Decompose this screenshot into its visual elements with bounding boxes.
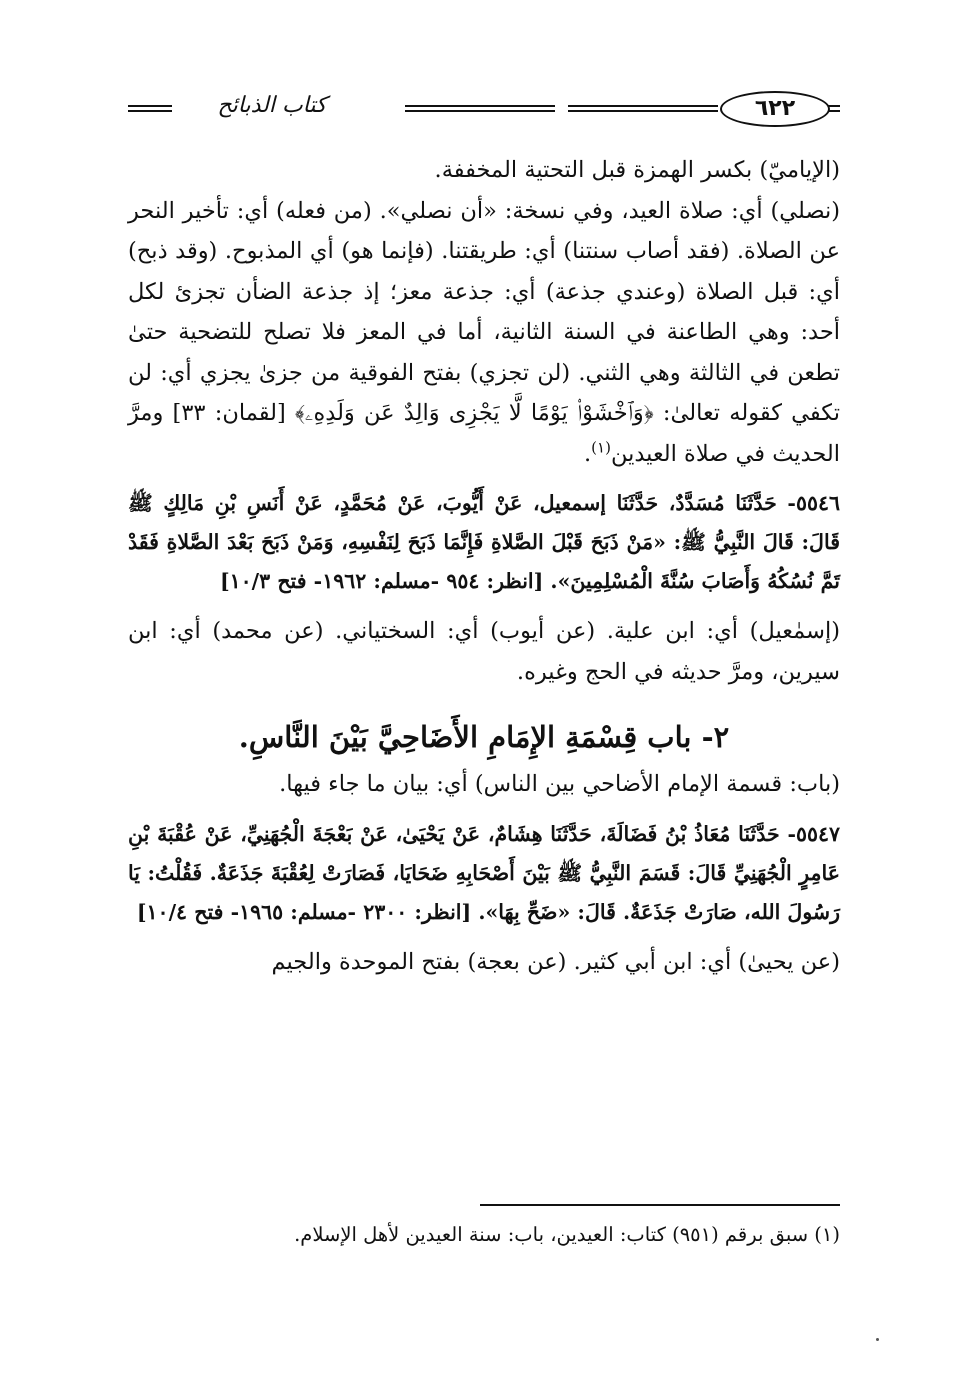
footnote: (١) سبق برقم (٩٥١) كتاب: العيدين، باب: سنة العيدين لأهل الإسلام. xyxy=(294,1223,840,1246)
scan-speck xyxy=(876,1338,879,1341)
commentary-paragraph: (عن يحيىٰ) أي: ابن أبي كثير. (عن بعجة) بفتح الموحدة والجيم xyxy=(271,948,840,975)
commentary-paragraph: (باب: قسمة الإمام الأضاحي بين الناس) أي: بيان ما جاء فيها. xyxy=(279,771,840,797)
commentary-text: (نصلي) أي: صلاة العيد، وفي نسخة: «أن نصلي». (من فعله) أي: تأخير النحر عن الصلاة. (فقد أصاب سنتنا) أي: طريقتنا. (فإنما هو) أي المذبوح. (وقد ذبح) أي: قبل الصلاة (وعندي جذعة) أي: جذعة معز؛ إذ جذعة الضأن تجزئ لكل أحد: وهي الطاعنة في السنة الثانية، أما في المعز فلا تصلح للتضحية حتىٰ تطعن في الثالثة وهي الثني. (لن تجزي) بفتح الفوقية من جزىٰ يجزي أي: لن تكفي كقوله تعالىٰ: ﴿وَٱخْشَوْا۟ يَوْمًا لَّا يَجْزِى وَالِدٌ عَن وَلَدِهِۦ﴾ [لقمان: ٣٣] ومرَّ الحديث في صلاة العيدين xyxy=(128,197,840,467)
hadith-5546: ٥٥٤٦- حَدَّثَنَا مُسَدَّدٌ، حَدَّثَنَا إسمعيل، عَنْ أَيُّوبَ، عَنْ مُحَمَّدٍ، عَنْ أَنَسِ بْنِ مَالِكٍ ﷺ قَالَ: قَالَ النَّبِيُّ ﷺ: «مَنْ ذَبَحَ قَبْلَ الصَّلاةِ فَإِنَّمَا ذَبَحَ لِنَفْسِهِ، وَمَنْ ذَبَحَ بَعْدَ الصَّلاةِ فَقَدْ تَمَّ نُسُكُهُ وَأَصَابَ سُنَّةَ الْمُسْلِمِينَ». [انظر: ٩٥٤ -مسلم: ١٩٦٢- فتح ١٠/٣] xyxy=(128,491,840,593)
page-number: ٦٢٢ xyxy=(720,91,830,127)
chapter-heading: ٢- باب قِسْمَةِ الإِمَامِ الأَضَاحِيَّ بَيْنَ النَّاسِ. xyxy=(238,720,730,754)
commentary-paragraph: (إسمٰعيل) أي: ابن علية. (عن أيوب) أي: السختياني. (عن محمد) أي: ابن سيرين، ومرَّ حديثه في الحج وغيره. xyxy=(128,618,840,685)
header-rule xyxy=(128,105,172,112)
running-title: كتاب الذبائح xyxy=(217,93,327,118)
header-rule xyxy=(568,105,718,112)
hadith-5547: ٥٥٤٧- حَدَّثَنَا مُعَاذُ بْنُ فَضَالَةَ، حَدَّثَنَا هِشَامٌ، عَنْ يَحْيَىٰ، عَنْ بَعْجَةَ الْجُهَنِيِّ، عَنْ عُقْبَةَ بْنِ عَامِرٍ الْجُهَنِيِّ قَالَ: قَسَمَ النَّبِيُّ ﷺ بَيْنَ أَصْحَابِهِ ضَحَايَا، فَصَارَتْ لِعُقْبَةَ جَذَعَةٌ. فَقُلْتُ: يَا رَسُولَ الله، صَارَتْ جَذَعَةٌ. قَالَ: «ضَحِّ بِهَا». [انظر: ٢٣٠٠ -مسلم: ١٩٦٥- فتح ١٠/٤] xyxy=(128,821,840,924)
main-text xyxy=(128,150,840,982)
footnote-separator xyxy=(480,1204,840,1206)
header-rule xyxy=(405,105,555,112)
commentary-paragraph: (الإياميّ) بكسر الهمزة قبل التحتية المخففة. xyxy=(434,157,840,183)
commentary-paragraph: (نصلي) أي: صلاة العيد، وفي نسخة: «أن نصلي». (من فعله) أي: تأخير النحر عن الصلاة. (فقد أصاب سنتنا) أي: طريقتنا. (فإنما هو) أي المذبوح. (وقد ذبح) أي: قبل الصلاة (وعندي جذعة) أي: جذعة معز؛ إذ جذعة الضأن تجزئ لكل أحد: وهي الطاعنة في السنة الثانية، أما في المعز فلا تصلح للتضحية حتىٰ تطعن في الثالثة وهي الثني. (لن تجزي) بفتح الفوقية من جزىٰ يجزي أي: لن تكفي كقوله تعالىٰ: ﴿وَٱخْشَوْا۟ يَوْمًا لَّا يَجْزِى وَالِدٌ عَن وَلَدِهِۦ﴾ [لقمان: ٣٣] ومرَّ الحديث في صلاة العيدين$^{(١)}$. xyxy=(128,197,840,467)
page-header xyxy=(128,88,840,130)
footnote-marker: (١) xyxy=(591,438,611,456)
